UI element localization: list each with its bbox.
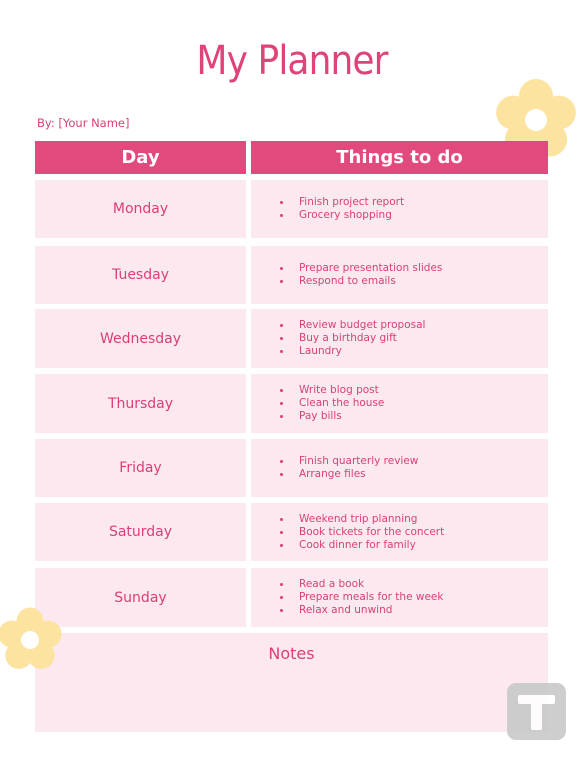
day-cell-saturday: Saturday [35,503,246,561]
task-item: Book tickets for the concert [299,525,445,538]
author-byline: By: [Your Name] [37,116,130,130]
task-item: Review budget proposal [299,319,426,331]
day-column-header: Day [35,141,246,174]
task-item: Respond to emails [299,275,442,288]
task-item: Finish quarterly review [299,455,419,467]
day-cell-monday: Monday [35,180,246,238]
task-item: Grocery shopping [299,209,404,222]
todo-cell-tuesday [251,246,548,304]
todo-cell-thursday [251,374,548,433]
task-item: Prepare meals for the week [299,591,444,603]
todo-column-header: Things to do [251,141,548,174]
task-item: Relax and unwind [299,604,443,617]
day-cell-sunday: Sunday [35,568,246,627]
task-item: Laundry [299,345,425,358]
day-cell-tuesday: Tuesday [35,246,246,304]
day-cell-friday: Friday [35,439,246,497]
task-item: Write blog post [299,384,384,397]
task-item: Clean the house [299,397,385,409]
flower-icon [0,602,66,678]
task-item: Pay bills [299,410,384,423]
todo-cell-sunday [251,568,548,627]
task-item: Weekend trip planning [299,513,444,526]
day-cell-thursday: Thursday [35,374,246,433]
page-title: My Planner [196,38,388,84]
notes-label: Notes [268,644,315,663]
task-item: Prepare presentation slides [299,262,443,274]
task-item: Finish project report [299,196,405,208]
template-logo-icon [507,683,566,740]
todo-cell-wednesday [251,309,548,368]
task-item: Cook dinner for family [299,539,444,552]
task-item: Buy a birthday gift [299,332,425,345]
notes-box[interactable] [35,633,548,732]
task-item: Read a book [299,578,443,591]
todo-cell-saturday [251,503,548,561]
day-cell-wednesday: Wednesday [35,309,246,368]
todo-cell-monday [251,180,548,238]
task-item: Arrange files [299,468,418,481]
todo-cell-friday [251,439,548,497]
